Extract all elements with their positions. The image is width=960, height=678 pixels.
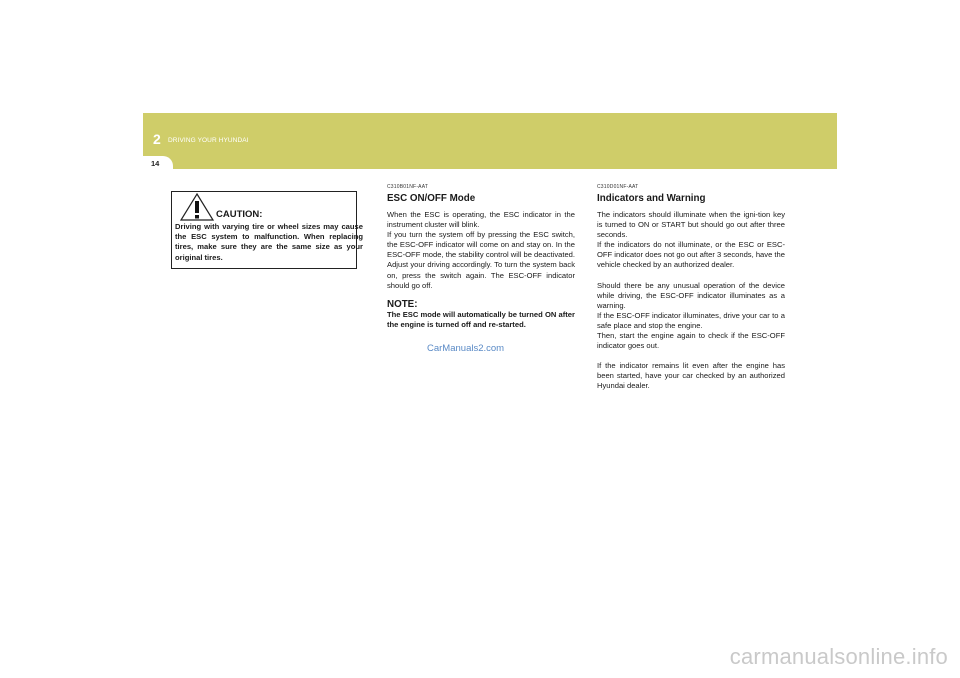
- warning-triangle-icon: [179, 192, 215, 222]
- section-paragraph: If the indicator remains lit even after the engine has been started, have your car checked by an authorized Hyundai dealer.: [597, 361, 785, 391]
- note-label: NOTE:: [387, 298, 418, 310]
- caution-text: Driving with varying tire or wheel sizes may cause the ESC system to malfunction. When replacing tires, make sure they are the same size as your original tires.: [175, 222, 363, 262]
- page-number: 14: [151, 159, 160, 168]
- section-code: C310D01NF-AAT: [597, 184, 639, 190]
- section-paragraph: The indicators should illuminate when the igni-tion key is turned to ON or START but should go out after three seconds. If the indicators do not illuminate, or the ESC or ESC-OFF indicator does not go out after 3 seconds, have the vehicle checked by an authorized dealer.: [597, 210, 785, 270]
- esc-mode-section: [387, 184, 575, 330]
- section-paragraph: Should there be any unusual operation of the device while driving, the ESC-OFF indicator illuminates as a warning. If the ESC-OFF indicator illuminates, drive your car to a safe place and stop the engine. Then, start the engine again to check if the ESC-OFF indicator goes out.: [597, 280, 785, 351]
- indicators-section: [597, 184, 785, 392]
- chapter-number: 2: [153, 131, 161, 147]
- note-text: The ESC mode will automatically be turned ON after the engine is turned off and re-started.: [387, 309, 575, 329]
- section-heading: ESC ON/OFF Mode: [387, 193, 476, 204]
- section-code: C310B01NF-AAT: [387, 184, 429, 190]
- watermark-link[interactable]: CarManuals2.com: [427, 343, 505, 354]
- section-paragraph: When the ESC is operating, the ESC indicator in the instrument cluster will blink. If you turn the system off by pressing the ESC switch, the ESC-OFF indicator will come on and stay on. In the ESC-OFF mode, the stability control will be deactivated. Adjust your driving accordingly. To turn the system back on, press the switch again. The ESC-OFF indicator should go off.: [387, 210, 575, 290]
- section-heading: Indicators and Warning: [597, 193, 706, 204]
- caution-title: CAUTION:: [216, 209, 263, 220]
- chapter-title: DRIVING YOUR HYUNDAI: [168, 137, 249, 144]
- footer-site-logo: carmanualsonline.info: [729, 644, 948, 669]
